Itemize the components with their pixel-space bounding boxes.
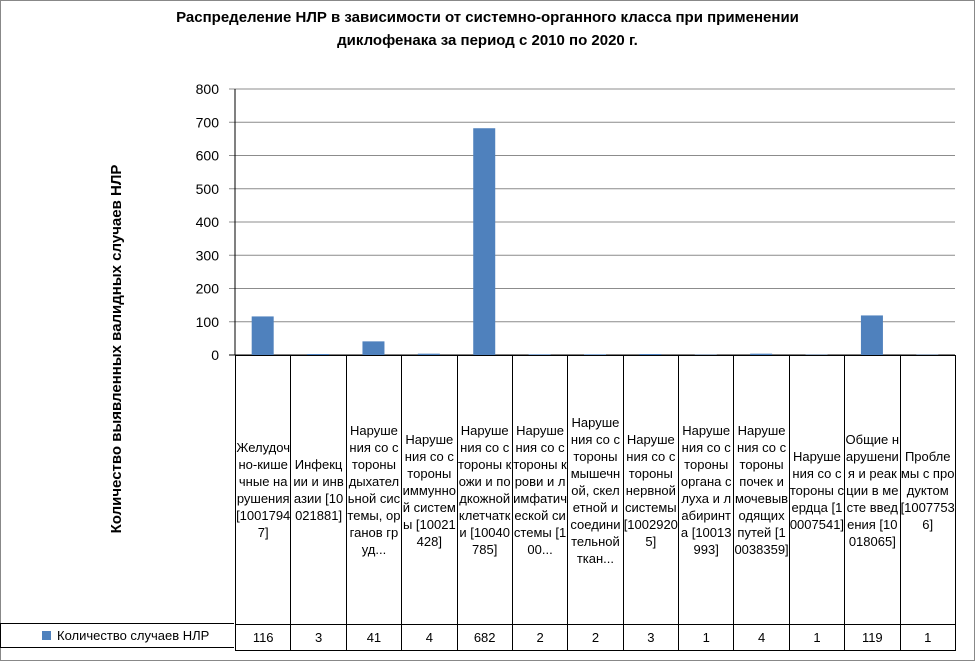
data-value-label: 1 [789, 625, 844, 651]
y-tick-label: 0 [211, 347, 219, 363]
y-tick-label: 800 [195, 81, 219, 97]
legend-entry: Количество случаев НЛР [57, 628, 210, 643]
category-label: Инфекции и инвазии [10021881] [291, 356, 346, 625]
data-value-label: 41 [346, 625, 401, 651]
legend [0, 623, 234, 648]
chart-title-line-2: диклофенака за период с 2010 по 2020 г. [337, 32, 638, 49]
data-value-label: 1 [679, 625, 734, 651]
y-tick-label: 500 [195, 180, 219, 197]
y-tick-label: 600 [195, 147, 219, 164]
bar [362, 341, 384, 355]
y-axis-label: Количество выявленных валидных случаев НЛР [108, 164, 125, 534]
data-value-label: 4 [734, 625, 789, 651]
data-value-label: 3 [291, 625, 346, 651]
data-value-label: 2 [512, 625, 567, 651]
bar [861, 315, 883, 355]
value-row [236, 625, 956, 651]
y-tick-label: 700 [195, 114, 219, 131]
bars [252, 128, 939, 355]
category-label: Нарушения со стороны мышечной, скелетной и соединительной ткан... [568, 356, 623, 625]
category-label: Нарушения со стороны крови и лимфатической системы [100... [512, 356, 567, 625]
data-table [235, 355, 956, 651]
category-label: Нарушения со стороны сердца [10007541] [789, 356, 844, 625]
y-tick-label: 100 [195, 313, 219, 330]
y-tick-label: 300 [195, 247, 219, 264]
data-value-label: 116 [236, 625, 291, 651]
category-label: Нарушения со стороны почек и мочевыводящих путей [10038359] [734, 356, 789, 625]
data-value-label: 2 [568, 625, 623, 651]
category-label: Желудочно-кишечные нарушения [10017947] [236, 356, 291, 625]
data-value-label: 4 [402, 625, 457, 651]
category-row [236, 356, 956, 625]
y-tick-label: 400 [195, 214, 219, 230]
gridlines [229, 89, 955, 355]
category-label: Нарушения со стороны иммунной системы [10021428] [402, 356, 457, 625]
chart-title-line-1: Распределение НЛР в зависимости от системно-органного класса при применении [176, 9, 799, 26]
bar [252, 316, 274, 355]
data-value-label: 3 [623, 625, 678, 651]
category-label: Нарушения со стороны нервной системы [10029205] [623, 356, 678, 625]
category-label: Нарушения со стороны кожи и подкожной клетчатки [10040785] [457, 356, 512, 625]
bar [473, 128, 495, 355]
legend-swatch [42, 631, 51, 640]
y-tick-label: 200 [195, 280, 219, 297]
category-label: Нарушения со стороны дыхательной системы, органов груд... [346, 356, 401, 625]
data-value-label: 1 [900, 625, 955, 651]
data-value-label: 682 [457, 625, 512, 651]
data-value-label: 119 [845, 625, 900, 651]
category-label: Нарушения со стороны органа слуха и лабиринта [10013993] [679, 356, 734, 625]
category-label: Проблемы с продуктом [10077536] [900, 356, 955, 625]
y-tick-labels [196, 81, 220, 363]
category-label: Общие нарушения и реакции в месте введения [10018065] [845, 356, 900, 625]
